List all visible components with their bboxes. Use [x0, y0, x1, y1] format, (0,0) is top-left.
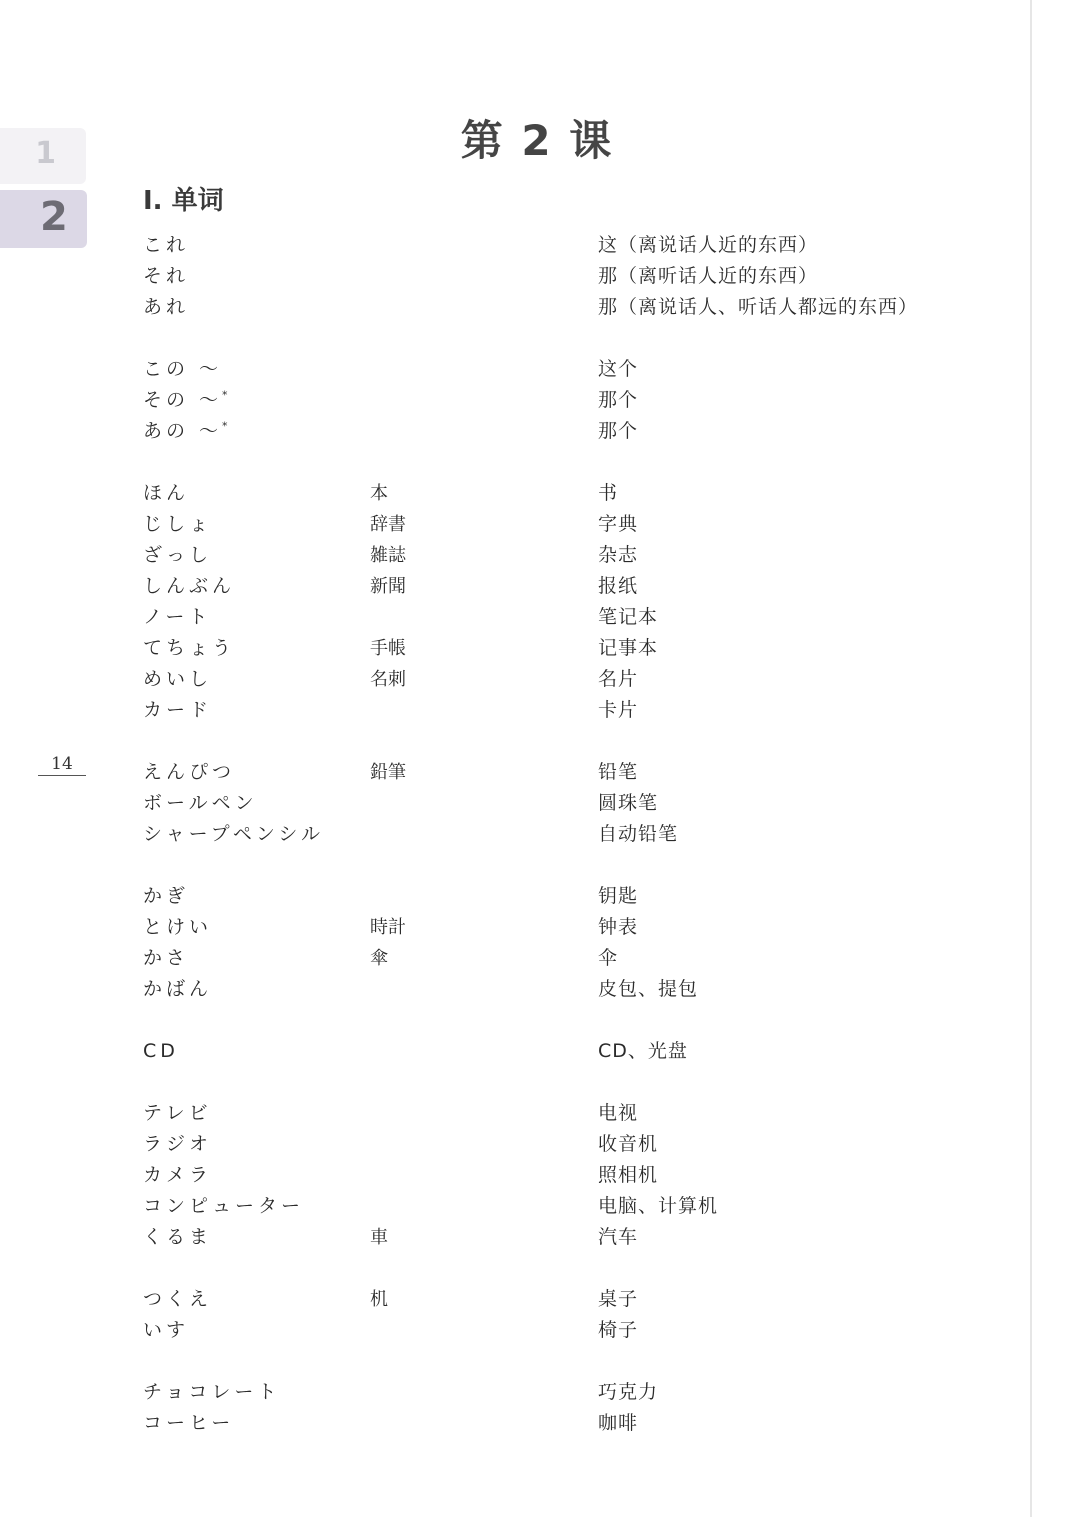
vocab-row	[143, 1160, 943, 1191]
vocab-kanji: 車	[370, 1227, 388, 1248]
vocab-kanji	[370, 1098, 598, 1129]
vocab-row	[143, 478, 943, 509]
vocab-kana	[143, 540, 370, 571]
vocab-kana-text: かぎ	[143, 885, 190, 907]
vocab-kana-text: ざっし	[143, 544, 213, 566]
vocab-kanji: 時計	[370, 917, 406, 938]
group-spacer	[143, 1005, 943, 1036]
vocab-meaning: 钥匙	[598, 885, 639, 907]
vocab-meaning: 椅子	[598, 1319, 639, 1341]
vocab-kanji: 傘	[370, 948, 388, 969]
vocab-kana-text: しんぶん	[143, 575, 236, 597]
vocab-kana-text: カメラ	[143, 1164, 213, 1186]
vocab-kanji	[370, 1377, 598, 1408]
vocab-row	[143, 292, 943, 323]
vocab-kana	[143, 354, 370, 385]
vocab-meaning: 这（离说话人近的东西）	[598, 234, 819, 256]
group-spacer	[143, 850, 943, 881]
vocab-kana	[143, 416, 370, 447]
vocab-note-mark: *	[222, 419, 232, 433]
vocab-kana-text: これ	[143, 234, 190, 256]
page-edge-line	[1030, 0, 1032, 1517]
vocab-kana-text: コーヒー	[143, 1412, 235, 1434]
vocab-kana	[143, 1036, 370, 1067]
vocab-kanji: 雑誌	[370, 545, 406, 566]
lesson-tab-current-label: 2	[40, 194, 68, 240]
vocab-meaning: 那（离听话人近的东西）	[598, 265, 819, 287]
group-spacer	[143, 1067, 943, 1098]
vocab-kana-text: ノート	[143, 606, 212, 628]
vocab-meaning: 卡片	[598, 699, 639, 721]
vocab-meaning: 圆珠笔	[598, 792, 659, 814]
vocabulary-list	[143, 230, 943, 1439]
vocab-row	[143, 664, 943, 695]
vocab-kana	[143, 1191, 370, 1222]
vocab-kana	[143, 974, 370, 1005]
vocab-kana-text: めいし	[143, 668, 213, 690]
lesson-tab-previous-label: 1	[35, 136, 56, 171]
vocab-kana	[143, 509, 370, 540]
vocab-kana	[143, 1315, 370, 1346]
vocab-kana-text: この ～	[143, 358, 223, 380]
vocab-kana	[143, 1222, 370, 1253]
page-number: 14	[38, 754, 86, 776]
vocab-meaning: 那（离说话人、听话人都远的东西）	[598, 296, 919, 318]
vocab-kana	[143, 788, 370, 819]
vocab-kana-text: その ～	[143, 389, 223, 411]
vocab-row	[143, 1408, 943, 1439]
vocab-kana-text: あの ～	[143, 420, 223, 442]
vocab-meaning: 那个	[598, 420, 639, 442]
vocab-kanji	[370, 1160, 598, 1191]
vocab-row	[143, 1036, 943, 1067]
vocab-kana-text: かばん	[143, 978, 213, 1000]
vocab-kanji: 鉛筆	[370, 762, 406, 783]
vocab-kanji	[370, 1315, 598, 1346]
vocab-kana	[143, 1129, 370, 1160]
vocab-row	[143, 1315, 943, 1346]
vocab-row	[143, 757, 943, 788]
vocab-meaning: 皮包、提包	[598, 978, 699, 1000]
vocab-meaning: 自动铅笔	[598, 823, 679, 845]
vocab-kana-text: とけい	[143, 916, 213, 938]
vocab-meaning: 咖啡	[598, 1412, 639, 1434]
vocab-meaning: 名片	[598, 668, 639, 690]
vocab-meaning: 杂志	[598, 544, 639, 566]
vocab-kana	[143, 602, 370, 633]
vocab-kana	[143, 664, 370, 695]
vocab-kana	[143, 1098, 370, 1129]
vocab-kana	[143, 478, 370, 509]
vocab-meaning: 这个	[598, 358, 639, 380]
vocab-row	[143, 633, 943, 664]
vocab-kana	[143, 633, 370, 664]
vocab-meaning: 巧克力	[598, 1381, 659, 1403]
vocab-kanji	[370, 1129, 598, 1160]
vocab-note-mark: *	[222, 388, 232, 402]
vocab-meaning: 字典	[598, 513, 639, 535]
vocab-kanji	[370, 1191, 598, 1222]
vocab-kanji	[370, 230, 598, 261]
vocab-meaning: 电视	[598, 1102, 639, 1124]
vocab-meaning: 汽车	[598, 1226, 639, 1248]
vocab-meaning: 伞	[598, 947, 619, 969]
vocab-kana	[143, 1408, 370, 1439]
vocab-kanji	[370, 416, 598, 447]
vocab-kanji	[370, 819, 598, 850]
vocab-kana	[143, 819, 370, 850]
vocab-row	[143, 385, 943, 416]
vocab-kanji	[370, 354, 598, 385]
vocab-row	[143, 230, 943, 261]
vocab-kana	[143, 385, 370, 416]
vocab-kanji	[370, 881, 598, 912]
lesson-tab-current[interactable]	[0, 190, 87, 248]
vocab-row	[143, 416, 943, 447]
vocab-kana-text: ほん	[143, 482, 190, 504]
group-spacer	[143, 447, 943, 478]
vocab-kanji	[370, 974, 598, 1005]
vocab-meaning: 笔记本	[598, 606, 659, 628]
vocab-kana-text: つくえ	[143, 1288, 213, 1310]
vocab-kana	[143, 292, 370, 323]
vocab-row	[143, 261, 943, 292]
vocab-kanji	[370, 1408, 598, 1439]
vocab-meaning: 那个	[598, 389, 639, 411]
vocab-row	[143, 1191, 943, 1222]
vocab-row	[143, 912, 943, 943]
vocab-kana-text: カード	[143, 699, 213, 721]
vocab-meaning: 铅笔	[598, 761, 639, 783]
vocab-row	[143, 509, 943, 540]
vocab-meaning: 书	[598, 482, 619, 504]
vocab-row	[143, 943, 943, 974]
vocab-kanji: 名刺	[370, 669, 406, 690]
vocab-kana	[143, 230, 370, 261]
vocab-row	[143, 788, 943, 819]
vocabulary-table	[143, 230, 943, 1439]
vocab-kanji	[370, 385, 598, 416]
vocab-meaning: 桌子	[598, 1288, 639, 1310]
vocab-kana-text: てちょう	[143, 637, 236, 659]
vocab-kanji: 辞書	[370, 514, 406, 535]
vocab-row	[143, 881, 943, 912]
group-spacer	[143, 1253, 943, 1284]
vocab-row	[143, 602, 943, 633]
vocab-kana	[143, 695, 370, 726]
vocab-row	[143, 695, 943, 726]
vocab-kanji	[370, 261, 598, 292]
vocab-kanji	[370, 292, 598, 323]
vocab-kana-text: くるま	[143, 1226, 213, 1248]
vocab-kana	[143, 1284, 370, 1315]
vocab-kana	[143, 1377, 370, 1408]
vocab-meaning: 电脑、计算机	[598, 1195, 719, 1217]
vocab-kana-text: じしょ	[143, 513, 213, 535]
vocab-kanji	[370, 602, 598, 633]
vocab-kanji	[370, 695, 598, 726]
vocab-kanji: 机	[370, 1289, 388, 1310]
vocab-kana	[143, 881, 370, 912]
vocab-meaning: 钟表	[598, 916, 639, 938]
vocab-kana-text: かさ	[143, 947, 190, 969]
vocab-kana-text: コンピューター	[143, 1195, 305, 1217]
vocab-kana-text: ボールペン	[143, 792, 258, 814]
vocab-meaning: 记事本	[598, 637, 659, 659]
vocab-row	[143, 354, 943, 385]
group-spacer	[143, 726, 943, 757]
vocab-row	[143, 819, 943, 850]
vocab-kana-text: テレビ	[143, 1102, 212, 1124]
vocab-kana-text: チョコレート	[143, 1381, 281, 1403]
vocab-row	[143, 1377, 943, 1408]
vocab-kana-text: CD	[143, 1040, 179, 1062]
vocab-kana-text: えんぴつ	[143, 761, 236, 783]
section-heading: I. 单词	[143, 186, 224, 216]
vocab-kana-text: シャープペンシル	[143, 823, 324, 845]
vocab-meaning: 照相机	[598, 1164, 659, 1186]
lesson-title: 第 2 课	[460, 116, 614, 165]
vocab-kana	[143, 943, 370, 974]
vocab-meaning: 报纸	[598, 575, 639, 597]
vocab-kanji	[370, 788, 598, 819]
vocab-meaning: 收音机	[598, 1133, 659, 1155]
vocab-kana-text: いす	[143, 1319, 190, 1341]
vocab-row	[143, 1098, 943, 1129]
vocab-kana	[143, 912, 370, 943]
vocab-row	[143, 1222, 943, 1253]
vocab-kana	[143, 1160, 370, 1191]
vocab-kana	[143, 571, 370, 602]
vocab-meaning: CD、光盘	[598, 1040, 688, 1062]
vocab-kana	[143, 261, 370, 292]
group-spacer	[143, 323, 943, 354]
vocab-kana-text: あれ	[143, 296, 190, 318]
vocab-row	[143, 540, 943, 571]
vocab-kana	[143, 757, 370, 788]
vocab-kanji: 手帳	[370, 638, 406, 659]
vocab-row	[143, 1284, 943, 1315]
vocab-kanji: 本	[370, 483, 388, 504]
vocab-kanji	[370, 1036, 598, 1067]
vocab-row	[143, 974, 943, 1005]
vocab-kanji: 新聞	[370, 576, 406, 597]
vocab-row	[143, 1129, 943, 1160]
vocab-kana-text: ラジオ	[143, 1133, 213, 1155]
vocab-kana-text: それ	[143, 265, 190, 287]
vocab-row	[143, 571, 943, 602]
group-spacer	[143, 1346, 943, 1377]
